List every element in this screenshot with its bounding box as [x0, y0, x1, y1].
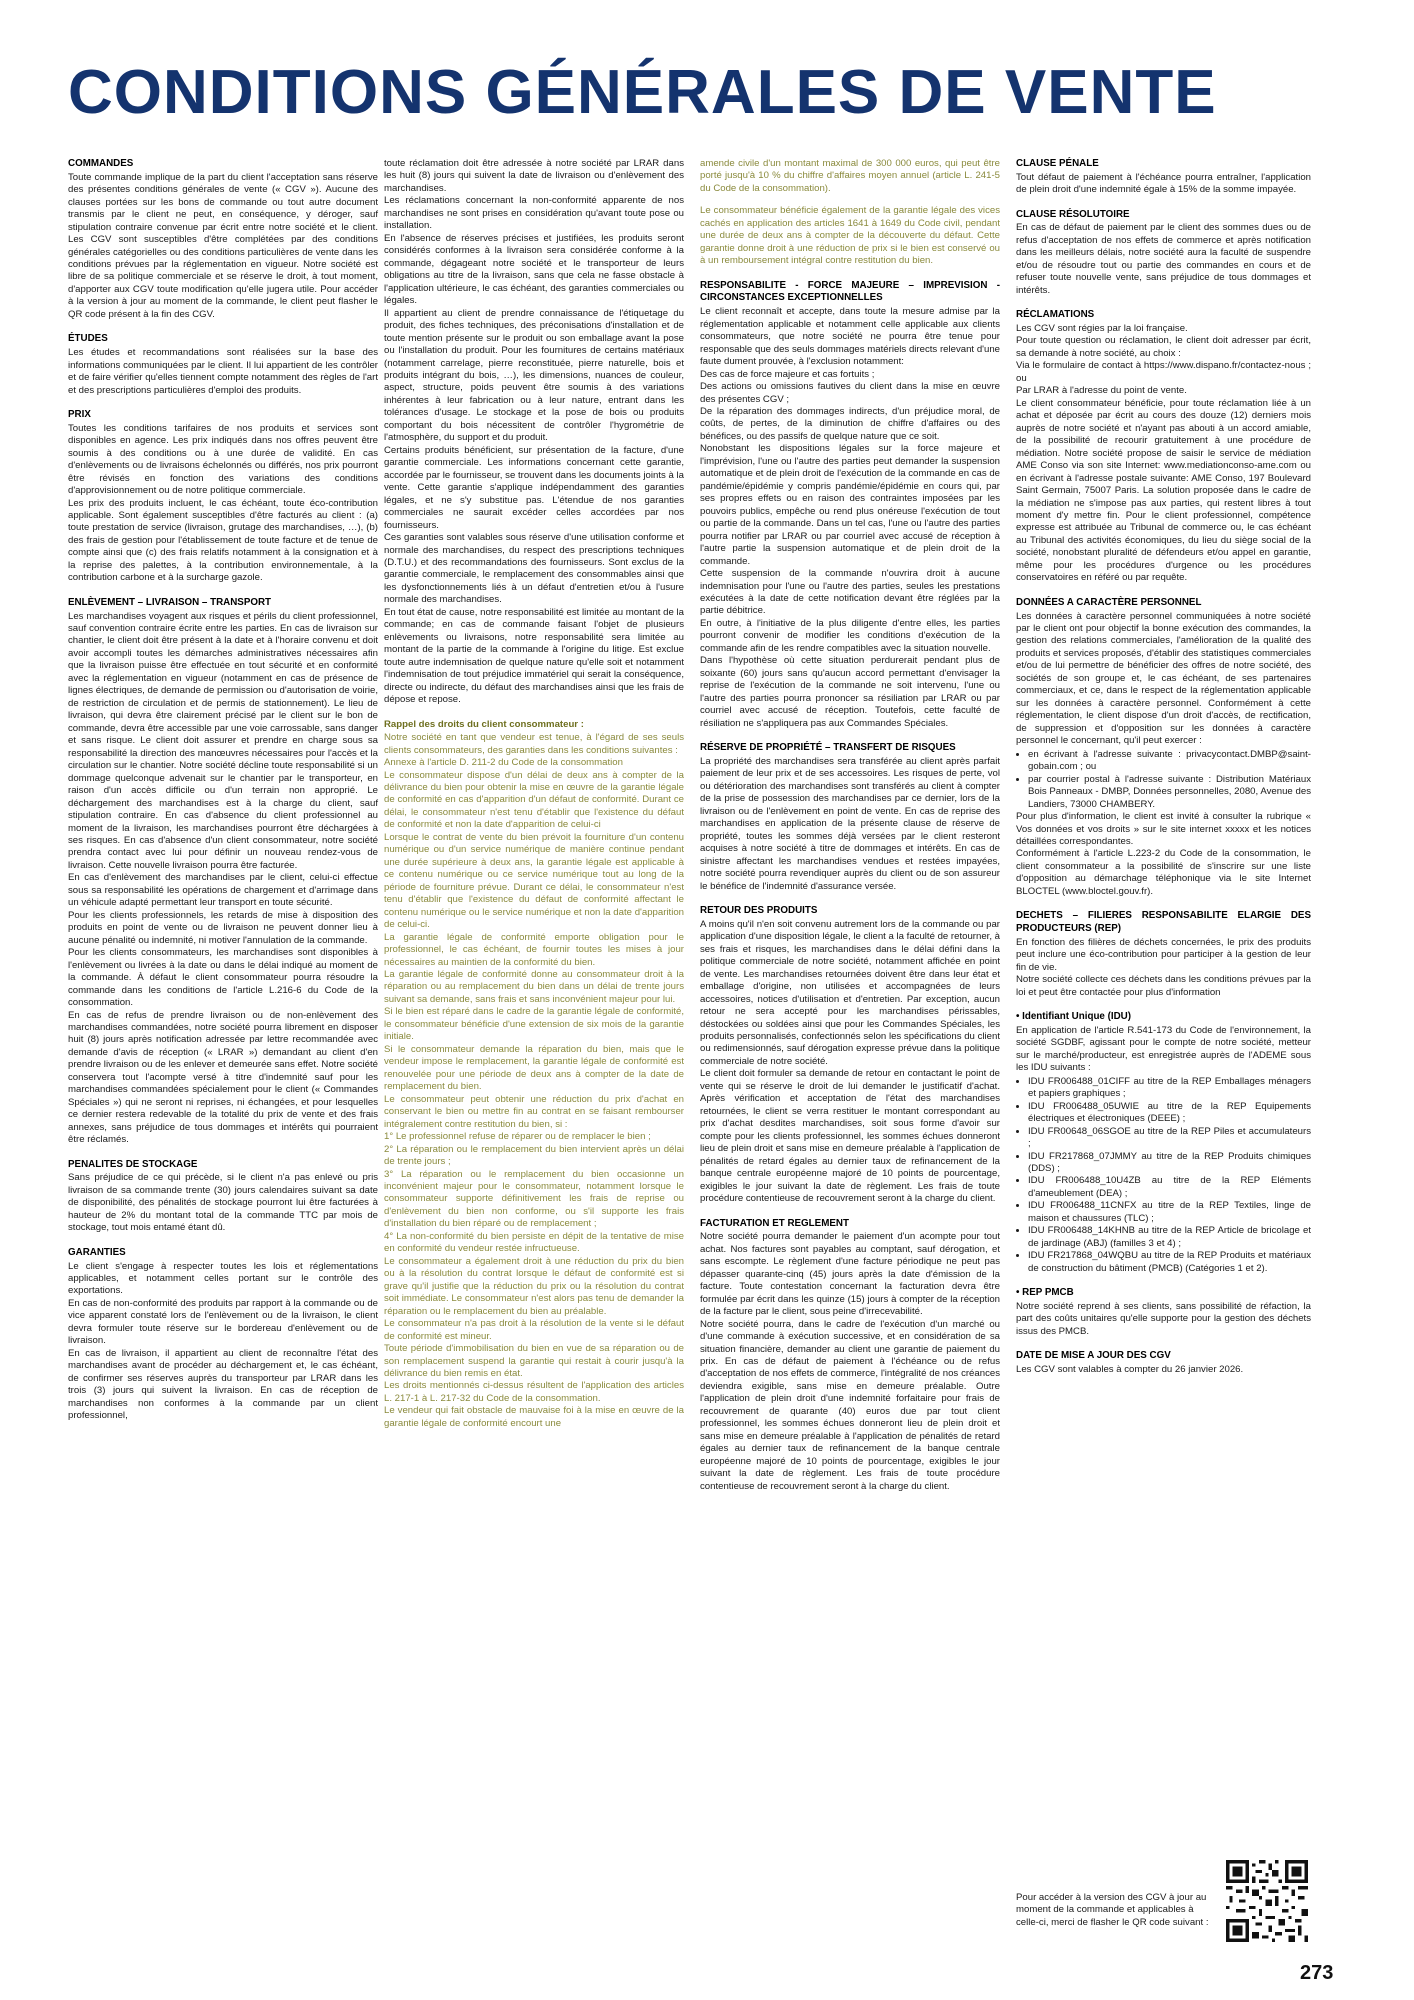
section-heading: RETOUR DES PRODUITS [700, 905, 818, 917]
paragraph: De la réparation des dommages indirects, d'un préjudice moral, de coûts, de pertes, de la diminution de chiffre d'affaires ou des bénéfices, ou des passifs de quelque nature que ce soit. [700, 405, 1000, 442]
paragraph: Les CGV sont régies par la loi française. [1016, 322, 1188, 334]
paragraph: Les CGV sont valables à compter du 26 janvier 2026. [1016, 1364, 1244, 1376]
section-heading: DECHETS – FILIERES RESPONSABILITE ELARGIE DES PRODUCTEURS (REP) [1016, 910, 1311, 935]
paragraph: Le client reconnaît et accepte, dans toute la mesure admise par la réglementation applicable et notamment celle applicable aux clients consommateurs, que notre société ne pourra être tenue pour responsable que des seuls dommages matériels directs relevant d'une faute dument prouvée, à l'exclusion notamment: [700, 306, 1000, 368]
paragraph: En cas de non-conformité des produits par rapport à la commande ou de vice apparent constaté lors de l'enlèvement ou de la livraison, le client devra formuler toute réserve sur le bordereau d'enlèvement ou de livraison. [68, 1297, 378, 1347]
list-item: • IDU FR00648_06SGOE au titre de la REP Piles et accumulateurs ; [1028, 1126, 1311, 1151]
paragraph: En fonction des filières de déchets concernées, le prix des produits peut inclure une éco-contribution pour participer à la gestion de leur fin de vie. [1016, 936, 1311, 973]
paragraph: Notre société collecte ces déchets dans les conditions prévues par la loi et peut être contactée pour plus d'information [1016, 974, 1311, 998]
paragraph: La garantie légale de conformité donne au consommateur droit à la réparation ou au remplacement du bien dans un délai de trente jours suivant sa demande, sans frais et sans inconvénient majeur pour lui. [384, 969, 684, 1005]
paragraph: En cas d'enlèvement des marchandises par le client, celui-ci effectue sous sa responsabilité les opérations de chargement et d'arrimage dans un véhicule adapté permettant leur transport en toute sécurité. [68, 872, 378, 909]
paragraph: Dans l'hypothèse où cette situation perdurerait pendant plus de soixante (60) jours sans qu'aucun accord permettant d'envisager la reprise de l'exécution de la commande ne soit intervenu, l'une ou l'autre des parties pourra prononcer sa résiliation par LRAR ou par courriel avec accusé de réception. Toutefois, cette faculté de résiliation ne s'appliquera pas aux Commandes Spéciales. [700, 655, 1000, 729]
section-heading: RESPONSABILITE - FORCE MAJEURE – IMPREVISION - CIRCONSTANCES EXCEPTIONNELLES [700, 279, 1000, 304]
paragraph: Pour les clients consommateurs, les marchandises sont disponibles à l'enlèvement ou livrées à la date ou dans le délai indiqué au moment de la commande. À défaut le client consommateur pourra résoudre la commande dans les conditions de l'article L.216-6 du Code de la consommation. [68, 947, 378, 1009]
qr-instructions: Pour accéder à la version des CGV à jour au moment de la commande et applicables à celle-ci, merci de flasher le QR code suivant : [1016, 1891, 1209, 1928]
paragraph: Les études et recommandations sont réalisées sur la base des informations communiquées par le client. Il lui appartient de les contrôler et de faire vérifier qu'elles tiennent compte notamment des règles de l'art et des prescriptions particulières d'emploi des produits. [68, 347, 378, 396]
paragraph: Le vendeur qui fait obstacle de mauvaise foi à la mise en œuvre de la garantie légale de conformité encourt une [384, 1405, 684, 1429]
paragraph: Notre société en tant que vendeur est tenue, à l'égard de ses seuls clients consommateurs, des garanties dans les conditions suivantes : [384, 732, 684, 756]
paragraph: En cas de refus de prendre livraison ou de non-enlèvement des marchandises commandées, notre société pourra librement en disposer huit (8) jours après notification adressée par lettre recommandée avec demande d'avis de réception (« LRAR ») demandant au client d'en prendre livraison ou de les enlever et demeurée sans effet. Notre société conservera tout l'acompte versé à titre d'indemnité sauf pour les marchandises commandées spécialement pour le client (« Commandes Spéciales ») qui ne seront ni reprises, ni échangées, et pour lesquelles ce dernier restera redevable de la totalité du prix de vente et des frais annexes, sans préjudice de tous dommages et intérêts qui pourraient être réclamés. [68, 1009, 378, 1146]
bullet-list [1016, 1076, 1311, 1276]
paragraph: Toute commande implique de la part du client l'acceptation sans réserve des présentes conditions générales de vente (« CGV »). Aucune des clauses portées sur les bons de commande ou tout autre document transmis par le client ne peut, en conséquence, y déroger, sauf stipulation contraire convenue par écrit entre notre société et le client. Les CGV sont susceptibles d'être complétées par des conditions générales catégorielles ou des conditions particulières de vente dans les conditions prévues par la réglementation en vigueur. Notre société est libre de sa politique commerciale et se réserve le droit, à tout moment, d'apporter aux CGV toute modification qu'elle jugera utile. Pour accéder à la version à jour au moment de la commande, le client peut flasher le QR code présent à la fin des CGV. [68, 171, 378, 320]
section-heading: DATE DE MISE A JOUR DES CGV [1016, 1350, 1171, 1362]
paragraph: Des actions ou omissions fautives du client dans la mise en œuvre des présentes CGV ; [700, 381, 1000, 405]
paragraph: amende civile d'un montant maximal de 300 000 euros, qui peut être porté jusqu'à 10 % du chiffre d'affaires moyen annuel (article L. 241-5 du Code de la consommation). [700, 158, 1000, 194]
list-item: • par courrier postal à l'adresse suivante : Distribution Matériaux Bois Panneaux - DMBP, Données personnelles, 2080, Avenue des Landiers, 73000 CHAMBERY. [1028, 774, 1311, 811]
paragraph: Via le formulaire de contact à https://www.dispano.fr/contactez-nous ; ou [1016, 360, 1311, 384]
consumer-rights-box [384, 719, 684, 1431]
paragraph: Pour toute question ou réclamation, le client doit adresser par écrit, sa demande à notre société, au choix : [1016, 335, 1311, 359]
paragraph: La propriété des marchandises sera transférée au client après parfait paiement de leur prix et de ses accessoires. Les risques de perte, vol ou détérioration des marchandises sont transférés au client à compter de la prise de possession des marchandises par ce dernier, lors de la livraison ou de l'enlèvement en point de vente. En cas de reprise des marchandises en application de la présente clause de réserve de propriété, toutes les sommes déjà versées par le client resteront acquises à notre société à titre de dommages et intérêts. En cas de sinistre affectant les marchandises vendues et restées impayées, notre société pourra revendiquer auprès du client ou de son assureur le bénéfice de l'indemnité d'assurance versée. [700, 755, 1000, 892]
section-heading: Rappel des droits du client consommateur : [384, 718, 584, 730]
paragraph: En outre, à l'initiative de la plus diligente d'entre elles, les parties pourront convenir de modifier les conditions d'exécution de la commande afin de les rendre compatibles avec la situation nouvelle. [700, 617, 1000, 654]
paragraph: Des cas de force majeure et cas fortuits ; [700, 368, 875, 380]
paragraph: Toute période d'immobilisation du bien en vue de sa réparation ou de son remplacement suspend la garantie qui restait à courir jusqu'à la délivrance du bien remis en état. [384, 1343, 684, 1379]
paragraph: Certains produits bénéficient, sur présentation de la facture, d'une garantie commerciale. Les informations concernant cette garantie, accordée par le fournisseur, se trouvent dans les documents joints à la vente. Cette garantie s'applique indépendamment des garanties légales, et ne s'y substitue pas. L'étendue de nos garanties commerciales ne saurait excéder celles accordées par nos fournisseurs. [384, 444, 684, 531]
column-1 [68, 158, 378, 1423]
section-heading: GARANTIES [68, 1246, 126, 1258]
list-item: • IDU FR006488_05UWIE au titre de la REP Equipements électriques et électroniques (DEEE) ; [1028, 1101, 1311, 1126]
paragraph: A moins qu'il n'en soit convenu autrement lors de la commande ou par application d'une disposition légale, le client a la faculté de retourner, à ses frais et risques, les marchandises dans le délai défini dans la politique commerciale de notre société, notamment affichée en point de vente. Les marchandises retournées doivent être dans leur état et emballage d'origine, non utilisées et accompagnées de leurs accessoires, notices d'utilisation et d'entretien. Par exception, aucun retour ne sera accepté pour les marchandises périssables, déstockées ou soldées ainsi que pour les Commandes Spéciales, les produits personnalisés, confectionnés selon les spécifications du client ou redimensionnés, sauf dérogation expresse prévue dans la politique commerciale de notre société. [700, 918, 1000, 1067]
section-heading: PENALITES DE STOCKAGE [68, 1158, 198, 1170]
paragraph: Pour les clients professionnels, les retards de mise à disposition des produits en point de vente ou de livraison ne peuvent donner lieu à aucune pénalité ou indemnité, ni motiver l'annulation de la commande. [68, 909, 378, 946]
paragraph: Les droits mentionnés ci-dessus résultent de l'application des articles L. 217-1 à L. 217-32 du Code de la consommation. [384, 1380, 684, 1404]
qr-code-icon[interactable] [1226, 1860, 1308, 1942]
paragraph: toute réclamation doit être adressée à notre société par LRAR dans les huit (8) jours qui suivent la date de livraison ou d'enlèvement des marchandises. [384, 158, 684, 194]
column-2 [384, 158, 684, 1430]
paragraph: Ces garanties sont valables sous réserve d'une utilisation conforme et normale des marchandises, du respect des prescriptions techniques (D.T.U.) et des recommandations des fournisseurs. Sont exclus de la garantie commerciale, le remplacement des consommables ainsi que les dysfonctionnements liés à un défaut d'entretien et/ou à l'usure normale des marchandises. [384, 532, 684, 606]
paragraph: Notre société pourra demander le paiement d'un acompte pour tout achat. Nos factures sont payables au comptant, sauf dérogation, et sans escompte. Le règlement d'une facture périodique ne peut pas dépasser quarante-cinq (45) jours après la date d'émission de la facture. Toute contestation concernant la facturation devra être formulée par écrit dans les quinze (15) jours à compter de la réception de la facture par le client, sous peine d'irrecevabilité. [700, 1231, 1000, 1318]
paragraph: Conformément à l'article L.223-2 du Code de la consommation, le client consommateur a la possibilité de s'inscrire sur une liste d'opposition au démarchage téléphonique via le site Internet BLOCTEL (www.bloctel.gouv.fr). [1016, 848, 1311, 897]
list-item: • en écrivant à l'adresse suivante : privacycontact.DMBP@saint-gobain.com ; ou [1028, 749, 1311, 774]
list-item: • IDU FR006488_10U4ZB au titre de la REP Eléments d'ameublement (DEA) ; [1028, 1175, 1311, 1200]
paragraph: Annexe à l'article D. 211-2 du Code de la consommation [384, 757, 623, 769]
section-heading: ÉTUDES [68, 333, 108, 345]
paragraph: Par LRAR à l'adresse du point de vente. [1016, 385, 1187, 397]
paragraph: Le consommateur n'a pas droit à la résolution de la vente si le défaut de conformité est mineur. [384, 1318, 684, 1342]
section-heading: • REP PMCB [1016, 1287, 1074, 1299]
list-item: • IDU FR217868_04WQBU au titre de la REP Produits et matériaux de construction du bâtiment (PMCB) (Catégories 1 et 2). [1028, 1250, 1311, 1275]
paragraph: Le client consommateur bénéficie, pour toute réclamation liée à un achat et déposée par écrit au cours des douze (12) derniers mois auprès de notre société et n'ayant pas abouti à un accord amiable, de la possibilité de recourir gratuitement à une procédure de médiation. Notre société propose de saisir le service de médiation AME Conso via son site Internet: www.mediationconso-ame.com ou en écrivant à l'adresse postale suivante: AME Conso, 197 Boulevard Saint Germain, 75007 Paris. La solution proposée dans le cadre de la médiation ne s'impose pas aux parties, qui restent libres à tout moment d'y mettre fin. Pour le client professionnel, compétence expresse est attribuée au Tribunal de commerce ou, le cas échéant au Tribunal des activités économiques, du lieu du siège social de la société, nonobstant pluralité de défendeurs et/ou appel en garantie, même pour les procédures d'urgence ou les procédures conservatoires en référé ou par requête. [1016, 397, 1311, 584]
paragraph: Le client doit formuler sa demande de retour en contactant le point de vente qui se réserve le droit de lui demander le justificatif d'achat. Après vérification et acceptation de l'état des marchandises retournées, le client se verra restituer le montant correspondant au prix d'achat desdites marchandises, soit sous forme d'avoir sur compte pour les clients professionnel, les sommes échues donneront lieu de plein droit et sans mise en demeure préalable à l'application de pénalités de retard égales au dernier taux de refinancement de la banque centrale européenne majoré de 10 points de pourcentage, exigibles le jour suivant la date de règlement. Les frais de toute procédure contentieuse de recouvrement seront à la charge du client. [700, 1068, 1000, 1205]
paragraph: 3° La réparation ou le remplacement du bien occasionne un inconvénient majeur pour le consommateur, notamment lorsque le consommateur supporte définitivement les frais de reprise ou d'enlèvement du bien non conforme, ou s'il supporte les frais d'installation du bien réparé ou de remplacement ; [384, 1168, 684, 1230]
paragraph: 1° Le professionnel refuse de réparer ou de remplacer le bien ; [384, 1131, 651, 1143]
paragraph: Les données à caractère personnel communiquées à notre société par le client ont pour objectif la bonne exécution des commandes, la gestion des relations commerciales, l'amélioration de la qualité des produits et services proposés, d'établir des statistiques commerciales et/ou de lui permettre de bénéficier des offres de notre société, des sociétés de son groupe et, le cas échéant, de ses partenaires commerciaux, et ce, dans le respect de la réglementation applicable sur les données à caractère personnel. Conformément à cette réglementation, le client dispose d'un droit d'accès, de rectification, de suppression et d'opposition sur les données à caractère personnel le concernant, qu'il peut exercer : [1016, 610, 1311, 747]
paragraph: Sans préjudice de ce qui précède, si le client n'a pas enlevé ou pris livraison de sa commande trente (30) jours calendaires suivant sa date de disponibilité, des pénalités de stockage pourront lui être facturées à hauteur de 2% du montant total de la commande TTC par mois de stockage, tout mois entamé étant dû. [68, 1172, 378, 1234]
paragraph: Notre société pourra, dans le cadre de l'exécution d'un marché ou d'une commande à exécution successive, et en considération de sa situation financière, demander au client une garantie de paiement du prix. En cas de défaut de paiement à l'échéance ou de refus d'acceptation de nos effets de commerce, l'intégralité de nos créances deviendra exigible, sans mise en demeure préalable. Outre l'application de plein droit d'une indemnité forfaitaire pour frais de recouvrement de quarante (40) euros due par tout client professionnel, les sommes échues donneront lieu de plein droit et sans mise en demeure préalable à l'application de pénalités de retard égales au dernier taux de refinancement de la banque centrale européenne majoré de 10 points de pourcentage, exigibles le jour suivant la date de règlement. Les frais de toute procédure contentieuse de recouvrement seront à la charge du client. [700, 1318, 1000, 1492]
section-heading: ENLÈVEMENT – LIVRAISON – TRANSPORT [68, 596, 272, 608]
paragraph: Le consommateur peut obtenir une réduction du prix d'achat en conservant le bien ou mettre fin au contrat en se faisant rembourser intégralement contre restitution du bien, si : [384, 1093, 684, 1130]
paragraph: Le client s'engage à respecter toutes les lois et réglementations applicables, et notamment celles portant sur le contrôle des exportations. [68, 1260, 378, 1297]
list-item: • IDU FR006488_11CNFX au titre de la REP Textiles, linge de maison et chaussures (TLC) ; [1028, 1200, 1311, 1225]
paragraph: Tout défaut de paiement à l'échéance pourra entraîner, l'application de plein droit d'une indemnité égale à 15% de la somme impayée. [1016, 171, 1311, 196]
paragraph: Nonobstant les dispositions légales sur la force majeure et l'imprévision, l'une ou l'autre des parties peut demander la suspension automatique et de plein droit de l'exécution de la commande en cas de pandémie/épidémie y compris pandémie/épidémie en cours qui, par ses propres effets ou en raison des contraintes imposées par les pouvoirs publics, empêche ou rend plus onéreuse l'exécution de tout ou partie de la commande. Dans un tel cas, l'une ou l'autre des parties pourra notifier par LRAR ou par courriel avec accusé de réception à l'autre partie la suspension automatique et de plein droit de la commande. [700, 443, 1000, 567]
paragraph: Cette suspension de la commande n'ouvrira droit à aucune indemnisation pour l'une ou l'autre des parties, seules les prestations exécutées à la date de cette notification devant être réglées par la partie débitrice. [700, 568, 1000, 617]
paragraph: La garantie légale de conformité emporte obligation pour le professionnel, le cas échéant, de fournir toutes les mises à jour nécessaires au maintien de la conformité du bien. [384, 931, 684, 968]
list-item: • IDU FR006488_01CIFF au titre de la REP Emballages ménagers et papiers graphiques ; [1028, 1076, 1311, 1101]
column-4 [1016, 158, 1311, 1377]
paragraph: Toutes les conditions tarifaires de nos produits et services sont disponibles en agence. Les prix indiqués dans nos offres peuvent être soumis à des conditions ou à une durée de validité. En cas d'enlèvements ou de livraisons échelonnés ou différés, nos prix pourront être révisés en fonction des variations des conditions d'approvisionnement ou de notre politique commerciale. [68, 422, 378, 497]
paragraph: Les marchandises voyagent aux risques et périls du client professionnel, sauf convention contraire écrite entre les parties. En cas de livraison sur chantier, le client doit être présent à la date et à l'horaire convenu et doit avoir accompli toutes les démarches administratives nécessaires afin que la livraison puisse être effectuée en tout sécurité et en conformité avec la réglementation en vigueur (notamment en cas de présence de lignes électriques, de demande de permission ou d'autorisation de voirie, de restriction de circulation et de permis de stationnement). Le lieu de livraison, qui devra être clairement précisé par le client sur le bon de commande, devra être accessible par une voie carrossable, sans danger et sans risque. Le client doit assurer et prendre en charge sous sa responsabilité la direction des manœuvres nécessaires pour l'accès et la circulation sur le chantier. Notre société décline toute responsabilité si un dommage quelconque advenait sur le chantier par le transporteur, en raison d'un accès difficile ou d'un terrain non approprié. Le déchargement des marchandises est à la charge du client, sauf stipulation contraire. En cas d'absence du client professionnel au moment de la livraison, les marchandises pourront être déchargées à ses risques. En cas d'absence d'un client consommateur, notre société prendra contact avec lui pour définir un nouveau rendez-vous de livraison. Cette nouvelle livraison pourra être facturée. [68, 610, 378, 871]
bullet-list [1016, 749, 1311, 811]
page-title: CONDITIONS GÉNÉRALES DE VENTE [68, 58, 1217, 127]
column-3 [700, 158, 1000, 1493]
paragraph: Le consommateur bénéficie également de la garantie légale des vices cachés en application des articles 1641 à 1649 du Code civil, pendant une durée de deux ans à compter de la découverte du défaut. Cette garantie donne droit à une réduction de prix si le bien est conservé ou à un remboursement intégral contre restitution du bien. [700, 205, 1000, 267]
paragraph: Les prix des produits incluent, le cas échéant, toute éco-contribution applicable. Sont également susceptibles d'être facturés au client : (a) toute prestation de service (livraison, grutage des marchandises, …), (b) des frais de gestion pour l'établissement de toute facture et de tenue de compte ainsi que (c) des frais relatifs notamment à la consignation et à la reprise des palettes, à la contribution environnementale, à la contribution carbone et à la surcharge gazole. [68, 497, 378, 584]
paragraph: En cas de livraison, il appartient au client de reconnaître l'état des marchandises avant de procéder au déchargement et, le cas échéant, de confirmer ses réserves auprès du transporteur par LRAR dans les trois (3) jours qui suivent la livraison. En cas de réception de marchandises non conformes à la commande par un client professionnel, [68, 1347, 378, 1422]
list-item: • IDU FR217868_07JMMY au titre de la REP Produits chimiques (DDS) ; [1028, 1151, 1311, 1176]
paragraph: Lorsque le contrat de vente du bien prévoit la fourniture d'un contenu numérique ou d'un service numérique de manière continue pendant une durée supérieure à deux ans, la garantie légale est applicable à ce contenu numérique ou ce service numérique tout au long de la période de fourniture prévue. Durant ce délai, le consommateur n'est tenu d'établir que l'existence du défaut de conformité affectant le contenu numérique ou le service numérique et non la date d'apparition de celui-ci. [384, 831, 684, 931]
paragraph: Si le consommateur demande la réparation du bien, mais que le vendeur impose le remplacement, la garantie légale de conformité est renouvelée pour une période de deux ans à compter de la date de remplacement du bien. [384, 1043, 684, 1093]
paragraph: Le consommateur dispose d'un délai de deux ans à compter de la délivrance du bien pour obtenir la mise en œuvre de la garantie légale de conformité en cas d'apparition d'un défaut de conformité. Durant ce délai, le consommateur n'est tenu d'établir que l'existence du défaut de conformité et non la date d'apparition de celui-ci [384, 769, 684, 831]
paragraph: Le consommateur a également droit à une réduction du prix du bien ou à la résolution du contrat lorsque le défaut de conformité est si grave qu'il justifie que la réduction du prix ou la résolution du contrat soit immédiate. Le consommateur n'est alors pas tenu de demander la réparation ou le remplacement du bien au préalable. [384, 1255, 684, 1317]
paragraph: En tout état de cause, notre responsabilité est limitée au montant de la commande; en cas de commande faisant l'objet de plusieurs enlèvements ou livraisons, notre responsabilité sera limitée au montant de la partie de la commande à l'origine du litige. Est exclue toute autre indemnisation de quelque nature qu'elle soit et notamment l'indemnisation de tout préjudice immatériel qui serait la conséquence, directe ou indirecte, du défaut des marchandises ainsi que les frais de dépose et repose. [384, 606, 684, 706]
list-item: • IDU FR006488_14KHNB au titre de la REP Article de bricolage et de jardinage (ABJ) (familles 3 et 4) ; [1028, 1225, 1311, 1250]
paragraph: Pour plus d'information, le client est invité à consulter la rubrique « Vos données et vos droits » sur le site internet xxxxx et les notices détaillées correspondantes. [1016, 811, 1311, 847]
qr-section [1016, 1860, 1311, 1952]
paragraph: En l'absence de réserves précises et justifiées, les produits seront considérés conformes à la livraison sera considérée conforme à la commande, dégageant notre société et le transporteur de leurs obligations au titre de la livraison, sans que cela ne fasse obstacle à l'application ultérieure, le cas échéant, des garanties commerciales ou légales. [384, 232, 684, 307]
paragraph: 2° La réparation ou le remplacement du bien intervient après un délai de trente jours ; [384, 1143, 684, 1168]
section-heading: FACTURATION ET REGLEMENT [700, 1217, 849, 1229]
paragraph: En application de l'article R.541-173 du Code de l'environnement, la société SGDBF, agissant pour le compte de notre société, metteur sur le marché/producteur, est enregistrée auprès de l'ADEME sous les IDU suivants : [1016, 1024, 1311, 1074]
section-heading: DONNÉES A CARACTÈRE PERSONNEL [1016, 596, 1202, 608]
section-heading: CLAUSE PÉNALE [1016, 158, 1099, 169]
section-heading: COMMANDES [68, 158, 134, 169]
section-heading: RÉCLAMATIONS [1016, 309, 1095, 321]
paragraph: Notre société reprend à ses clients, sans possibilité de réfaction, la part des coûts unitaires qu'elle supporte pour la gestion des déchets issus des PMCB. [1016, 1300, 1311, 1337]
paragraph: En cas de défaut de paiement par le client des sommes dues ou de refus d'acceptation de nos effets de commerce et après notification dans les meilleurs délais, notre société aura la faculté de suspendre et/ou de résoudre tout ou partie des commandes en cours et de refuser toute nouvelle vente, sans préjudice de tous dommages et intérêts. [1016, 222, 1311, 296]
paragraph: Les réclamations concernant la non-conformité apparente de nos marchandises ne sont prises en considération qu'avant toute pose ou installation. [384, 195, 684, 232]
section-heading: CLAUSE RÉSOLUTOIRE [1016, 208, 1130, 220]
section-heading: PRIX [68, 408, 91, 420]
consumer-rights-box [700, 158, 1000, 268]
page-number: 273 [1300, 1962, 1334, 1984]
paragraph: Il appartient au client de prendre connaissance de l'étiquetage du produit, des fiches techniques, des préconisations d'installation et de toute mention présente sur le produit ou son emballage avant la pose ou l'installation du produit. Pour les fournitures de certains matériaux (notamment carrelage, pierre reconstituée, pierre naturelle, bois et produits intégrant du bois, …), les dimensions, nuances de couleur, aspect, structure, poids peuvent être soumis à des variations inhérentes à leur fabrication ou à leur nature, entrant dans les tolérances d'usage. Le stockage et la pose de bois ou produits comportant du bois nécessitent de contrôler l'hygrométrie de l'atmosphère, du support et du produit. [384, 307, 684, 444]
section-heading: RÉSERVE DE PROPRIÉTÉ – TRANSFERT DE RISQUES [700, 742, 956, 754]
section-heading: • Identifiant Unique (IDU) [1016, 1011, 1131, 1023]
paragraph: Si le bien est réparé dans le cadre de la garantie légale de conformité, le consommateur bénéficie d'une extension de six mois de la garantie initiale. [384, 1006, 684, 1043]
paragraph: 4° La non-conformité du bien persiste en dépit de la tentative de mise en conformité du vendeur restée infructueuse. [384, 1230, 684, 1255]
